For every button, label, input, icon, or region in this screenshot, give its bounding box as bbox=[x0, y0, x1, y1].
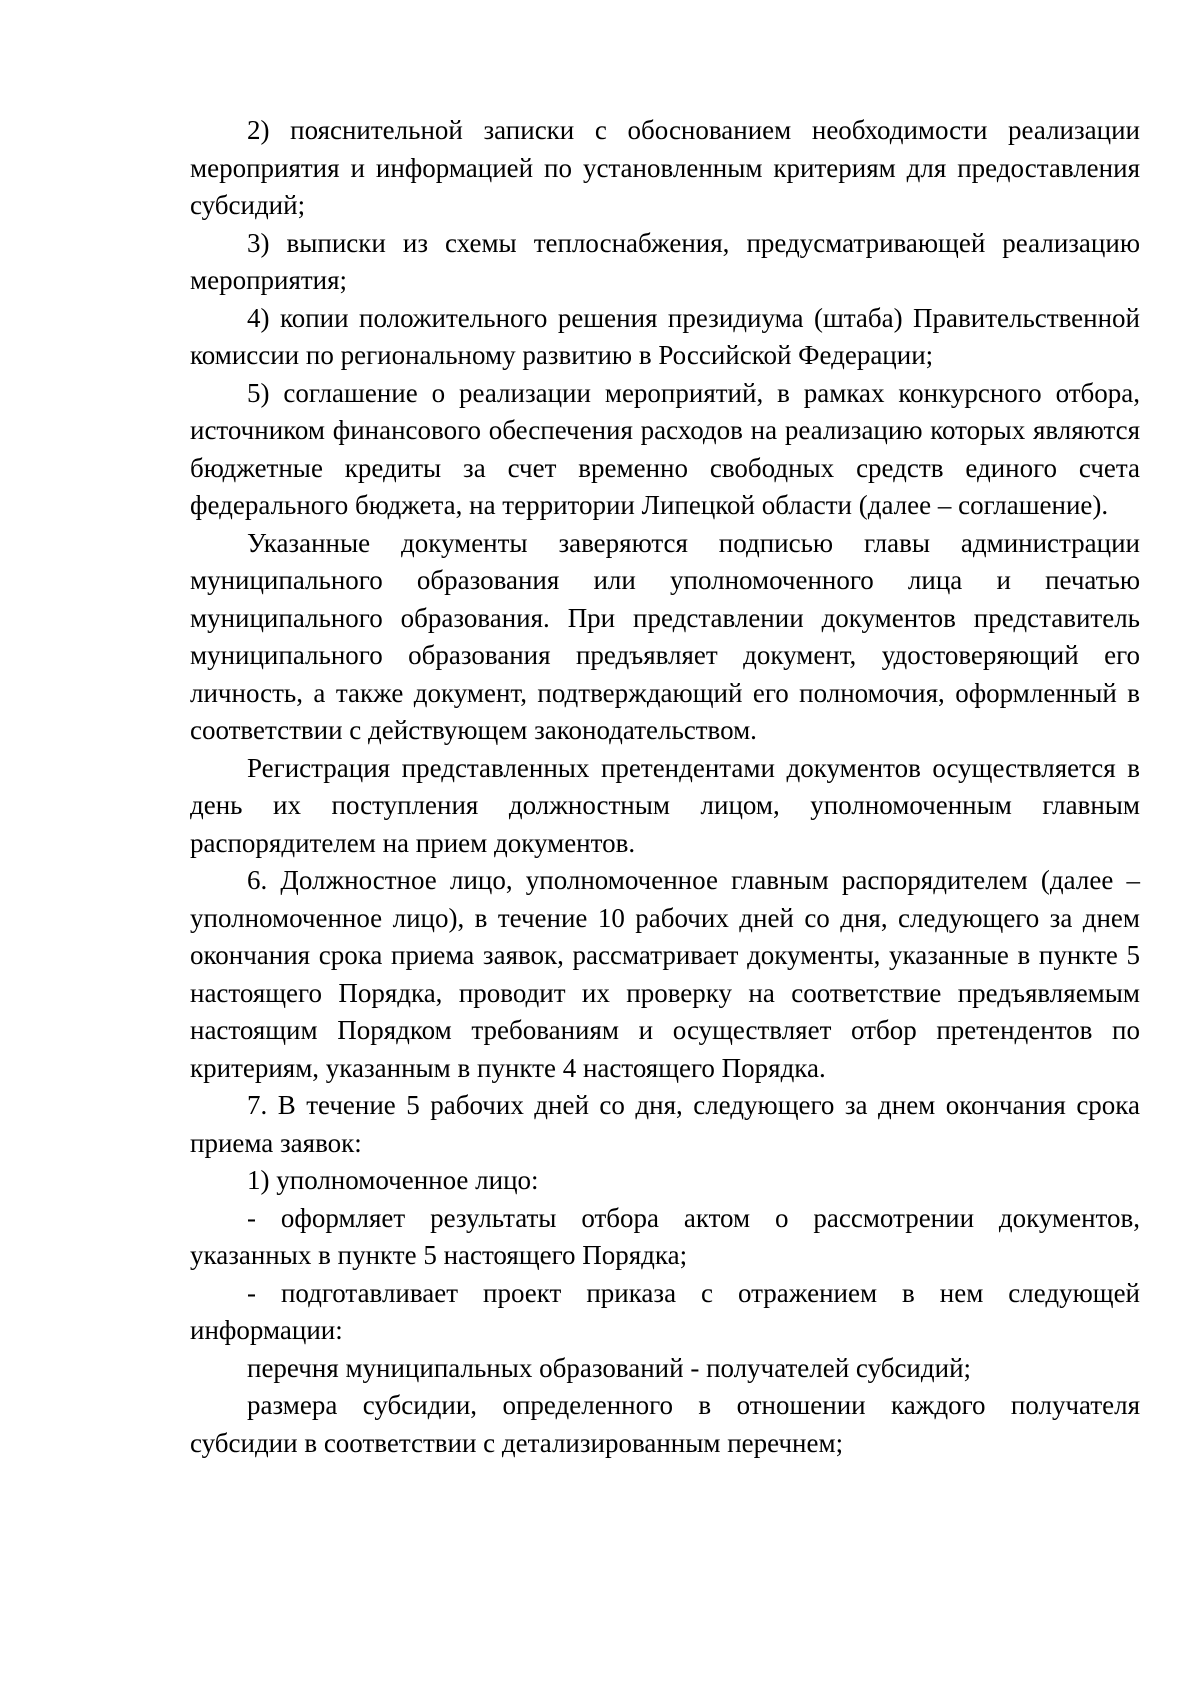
paragraph-certification: Указанные документы заверяются подписью главы администрации муниципального образования или уполномоченного лица и печатью муниципального образования. При представлении документов представитель муниципального образования предъявляет документ, удостоверяющий его личность, а также документ, подтверждающий его полномочия, оформленный в соответствии с действующем законодательством. bbox=[190, 527, 1140, 745]
paragraph-item-3: 3) выписки из схемы теплоснабжения, предусматривающей реализацию мероприятия; bbox=[190, 227, 1140, 295]
paragraph-item-5: 5) соглашение о реализации мероприятий, в рамках конкурсного отбора, источником финансового обеспечения расходов на реализацию которых являются бюджетные кредиты за счет временно свободных средств единого счета федерального бюджета, на территории Липецкой области (далее – соглашение). bbox=[190, 377, 1140, 520]
paragraph-item-4: 4) копии положительного решения президиума (штаба) Правительственной комиссии по региональному развитию в Российской Федерации; bbox=[190, 302, 1140, 370]
paragraph-recipients-list: перечня муниципальных образований - получателей субсидий; bbox=[247, 1352, 972, 1383]
paragraph-bullet-act: - оформляет результаты отбора актом о рассмотрении документов, указанных в пункте 5 настоящего Порядка; bbox=[190, 1202, 1140, 1270]
paragraph-item-2: 2) пояснительной записки с обоснованием необходимости реализации мероприятия и информацией по установленным критериям для предоставления субсидий; bbox=[190, 115, 1140, 220]
document-body bbox=[190, 112, 1140, 1462]
paragraph-registration: Регистрация представленных претендентами документов осуществляется в день их поступления должностным лицом, уполномоченным главным распорядителем на прием документов. bbox=[190, 752, 1140, 858]
paragraph-bullet-order: - подготавливает проект приказа с отражением в нем следующей информации: bbox=[190, 1277, 1140, 1345]
paragraph-subitem-1: 1) уполномоченное лицо: bbox=[247, 1165, 539, 1195]
paragraph-subsidy-size: размера субсидии, определенного в отношении каждого получателя субсидии в соответствии с детализированным перечнем; bbox=[190, 1390, 1140, 1458]
paragraph-clause-7: 7. В течение 5 рабочих дней со дня, следующего за днем окончания срока приема заявок: bbox=[190, 1090, 1140, 1158]
paragraph-clause-6: 6. Должностное лицо, уполномоченное главным распорядителем (далее – уполномоченное лицо), в течение 10 рабочих дней со дня, следующего за днем окончания срока приема заявок, рассматривает документы, указанные в пункте 5 настоящего Порядка, проводит их проверку на соответствие предъявляемым настоящим Порядком требованиям и осуществляет отбор претендентов по критериям, указанным в пункте 4 настоящего Порядка. bbox=[190, 865, 1140, 1083]
